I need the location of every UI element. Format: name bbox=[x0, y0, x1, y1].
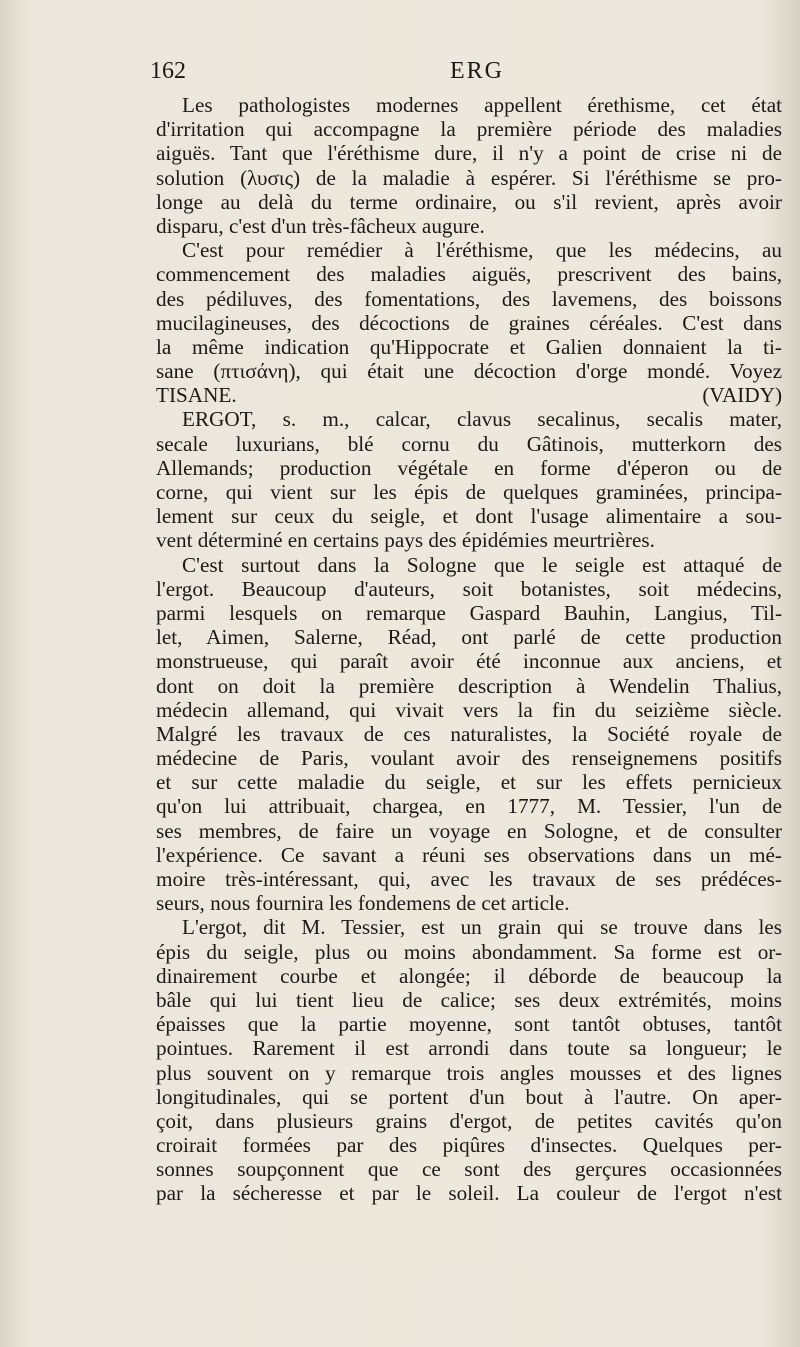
text-line: Allemands; production végétale en forme d'éperon ou de bbox=[156, 455, 782, 480]
text-line: et sur cette maladie du seigle, et sur les effets pernicieux bbox=[156, 770, 782, 795]
text-line: C'est pour remédier à l'éréthisme, que les médecins, au bbox=[182, 238, 782, 263]
text-line: solution (λυσις) de la maladie à espérer. Si l'éréthisme se pro- bbox=[156, 165, 782, 190]
text-line: d'irritation qui accompagne la première période des maladies bbox=[156, 117, 782, 142]
text-line: moire très-intéressant, qui, avec les travaux de ses prédéces- bbox=[156, 867, 782, 891]
text-line: sonnes soupçonnent que ce sont des gerçures occasionnées bbox=[156, 1157, 782, 1182]
text-line: monstrueuse, qui paraît avoir été inconnue aux anciens, et bbox=[156, 649, 782, 674]
text-line: L'ergot, dit M. Tessier, est un grain qui se trouve dans les bbox=[182, 915, 782, 940]
text-line: sane (πτισάνη), qui était une décoction d'orge mondé. Voyez bbox=[156, 359, 782, 384]
page-number: 162 bbox=[150, 58, 186, 84]
text-line: dinairement courbe et alongée; il déborde de beaucoup la bbox=[156, 963, 782, 988]
text-line: longitudinales, qui se portent d'un bout à l'autre. On aper- bbox=[156, 1084, 782, 1109]
text-line: par la sécheresse et par le soleil. La couleur de l'ergot n'est bbox=[156, 1181, 782, 1206]
text-line: parmi lesquels on remarque Gaspard Bauhin, Langius, Til- bbox=[156, 600, 782, 625]
text-line: TISANE. (VAIDY) bbox=[156, 383, 782, 408]
body-text bbox=[156, 93, 782, 1206]
text-line: bâle qui lui tient lieu de calice; ses deux extrémités, moins bbox=[156, 987, 782, 1012]
text-line: médecin allemand, qui vivait vers la fin du seizième siècle. bbox=[156, 697, 782, 722]
text-line: corne, qui vient sur les épis de quelques graminées, principa- bbox=[156, 480, 782, 504]
text-line: ERGOT, s. m., calcar, clavus secalinus, secalis mater, bbox=[182, 407, 782, 432]
text-line: commencement des maladies aiguës, prescrivent des bains, bbox=[156, 262, 782, 287]
text-line: médecine de Paris, voulant avoir des renseignemens positifs bbox=[156, 746, 782, 771]
text-line: longe au delà du terme ordinaire, ou s'il revient, après avoir bbox=[156, 189, 782, 214]
text-line: mucilagineuses, des décoctions de graines céréales. C'est dans bbox=[156, 310, 782, 335]
running-head: ERG bbox=[450, 58, 504, 84]
text-line: pointues. Rarement il est arrondi dans toute sa longueur; le bbox=[156, 1036, 782, 1061]
text-line: dont on doit la première description à Wendelin Thalius, bbox=[156, 673, 782, 698]
text-line: aiguës. Tant que l'éréthisme dure, il n'y a point de crise ni de bbox=[156, 141, 782, 166]
text-line: ses membres, de faire un voyage en Sologne, et de consulter bbox=[156, 818, 782, 843]
text-line: lement sur ceux du seigle, et dont l'usage alimentaire a sou- bbox=[156, 504, 782, 529]
text-line: Les pathologistes modernes appellent érethisme, cet état bbox=[182, 93, 782, 117]
text-line: vent déterminé en certains pays des épidémies meurtrières. bbox=[156, 528, 655, 553]
text-line: épis du seigle, plus ou moins abondamment. Sa forme est or- bbox=[156, 939, 782, 964]
text-line: çoit, dans plusieurs grains d'ergot, de petites cavités qu'on bbox=[156, 1108, 782, 1133]
text-line: seurs, nous fournira les fondemens de cet article. bbox=[156, 891, 570, 916]
text-line: croirait formées par des piqûres d'insectes. Quelques per- bbox=[156, 1133, 782, 1158]
text-line: C'est surtout dans la Sologne que le seigle est attaqué de bbox=[182, 552, 782, 577]
text-line: secale luxurians, blé cornu du Gâtinois, mutterkorn des bbox=[156, 431, 782, 456]
text-line: qu'on lui attribuait, chargea, en 1777, M. Tessier, l'un de bbox=[156, 794, 782, 819]
text-line: la même indication qu'Hippocrate et Galien donnaient la ti- bbox=[156, 334, 782, 359]
text-line: disparu, c'est d'un très-fâcheux augure. bbox=[156, 213, 485, 238]
text-line: Malgré les travaux de ces naturalistes, la Société royale de bbox=[156, 721, 782, 746]
text-line: plus souvent on y remarque trois angles mousses et des lignes bbox=[156, 1060, 782, 1085]
text-line: l'ergot. Beaucoup d'auteurs, soit botanistes, soit médecins, bbox=[156, 576, 782, 601]
text-line: des pédiluves, des fomentations, des lavemens, des boissons bbox=[156, 286, 782, 311]
text-line: let, Aimen, Salerne, Réad, ont parlé de cette production bbox=[156, 625, 782, 650]
text-line: épaisses que la partie moyenne, sont tantôt obtuses, tantôt bbox=[156, 1012, 782, 1037]
text-line: l'expérience. Ce savant a réuni ses observations dans un mé- bbox=[156, 842, 782, 867]
page-header bbox=[150, 58, 780, 92]
